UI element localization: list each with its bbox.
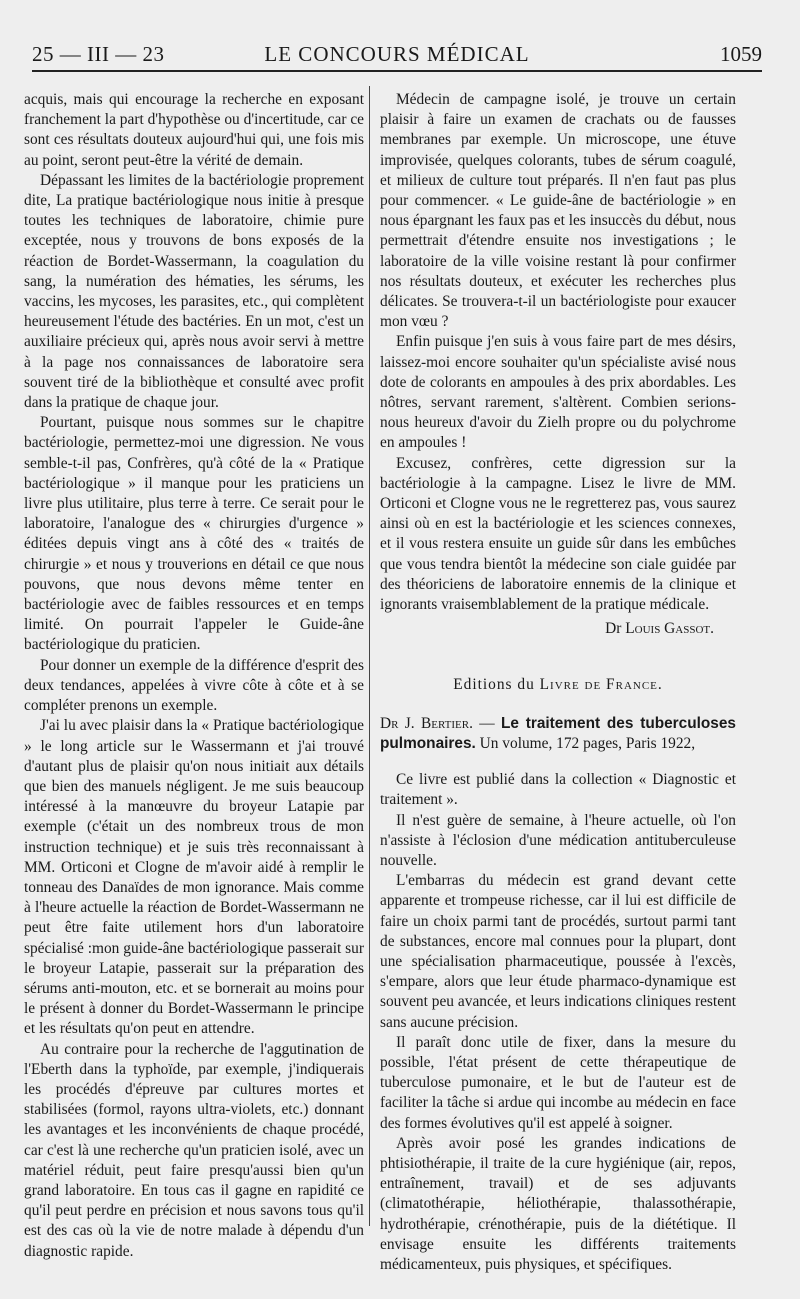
paragraph: L'embarras du médecin est grand devant cette apparente et trompeuse richesse, car il lui est difficile de faire un choix parmi tant de procédés, surtout parmi tant de substances, encore mal connues pour la plupart, dont une spécialisation pharmaceutique, poussée à l'excès, s'empare, alors que leur étude pharmaco-dynamique est souvent peu avancée, et leurs indications cliniques restent sans aucune précision. xyxy=(380,872,736,1031)
paragraph: Au contraire pour la recherche de l'aggutination de l'Eberth dans la typhoïde, par exemple, j'indiquerais les procédés d'épreuve par cultures mortes et stabilisées (formol, rayons ultra-violets, etc.) donnant les avantages et les inconvénients de chaque procédé, car c'est là une recherche qu'un praticien isolé, avec un matériel réduit, peut faire presqu'aussi bien qu'un grand laboratoire. En tous cas il gagne en rapidité ce qu'il peut perdre en précision et nous savons tous qu'il est des cas où la vie de notre malade à dépendu d'un diagnostic rapide. xyxy=(24,1040,364,1260)
editions-heading-prefix: Editions du xyxy=(453,676,540,694)
paragraph: Excusez, confrères, cette digression sur la bactériologie à la campagne. Lisez le livre de MM. Orticoni et Clogne vous ne le regretterez pas, vous saurez ainsi où en est la bactériologie et les sciences connexes, et il vous restera ensuite un guide sûr dans les embûches que vous tendra bientôt la médecine son ciale guidée par des théoriciens de laboratoire ennemis de la clinique et ignorants vraisemblablement de la pratique médicale. xyxy=(380,454,736,614)
right-column xyxy=(380,90,736,1275)
editions-heading-publisher: Livre de France. xyxy=(539,676,663,694)
paragraph: acquis, mais qui encourage la recherche en exposant franchement la part d'hypothèse ou d'incertitude, car ce sont ces résultats douteux aujourd'hui qui, une fois mis au point, seront peut-être la vérité de demain. xyxy=(24,91,364,169)
paragraph: Médecin de campagne isolé, je trouve un certain plaisir à faire un examen de crachats ou de fausses membranes par exemple. Un microscope, une étuve improvisée, quelques colorants, tubes de sérum coagulé, et milieux de culture tout préparés. Il n'en faut pas plus pour commencer. « Le guide-âne de bactériologie » en nous épargnant les faux pas et les insuccès du début, nous permettrait d'étendre ensuite nos investigations ; le laboratoire de la ville voisine restant là pour confirmer nos résultats douteux, et exécuter les recherches plus délicates. Se trouvera-t-il un bactériologiste pour exaucer mon vœu ? xyxy=(380,91,736,331)
paragraph: Pour donner un exemple de la différence d'esprit des deux tendances, appelées à vivre côte à côte et à se compléter prenons un exemple. xyxy=(24,656,364,715)
paragraph: Pourtant, puisque nous sommes sur le chapitre bactériologie, permettez-moi une digression. Ne vous semble-t-il pas, Confrères, qu'à côté de la « Pratique bactériologique » il manque pour les praticiens un livre plus utilitaire, plus terre à terre. Ce serait pour le laboratoire, l'analogue des « chirurgies d'urgence » éditées depuis vingt ans à côté des « traités de chirurgie » et nous y trouverions en détail ce que nous pouvons, que nous devons même tenter en bactériologie avec de faibles ressources et en temps limité. On pourrait l'appeler le Guide-âne bactériologique du praticien. xyxy=(24,414,364,654)
book-author: Dr J. Bertier. xyxy=(380,714,473,732)
book-dash: — xyxy=(472,714,501,732)
left-column xyxy=(24,90,364,1262)
book-reference xyxy=(380,714,736,754)
page-number: 1059 xyxy=(720,42,762,66)
issue-date: 25 — III — 23 xyxy=(32,42,165,66)
editions-heading xyxy=(380,675,736,695)
signature-name: Louis Gassot. xyxy=(625,620,714,638)
column-divider xyxy=(369,86,370,1226)
paragraph: Après avoir posé les grandes indications de phtisiothérapie, il traite de la cure hygiénique (air, repos, entraînement, travail) et de ses adjuvants (climatothérapie, héliothérapie, thalassothérapie, hydrothérapie, crénothérapie, puis de la diététique. Il envisage ensuite les différents traitements médicamenteux, puis physiques, et spécifiques. xyxy=(380,1134,736,1273)
signature xyxy=(380,619,714,639)
paragraph: Il n'est guère de semaine, à l'heure actuelle, où l'on n'assiste à l'éclosion d'une médication antituberculeuse nouvelle. xyxy=(380,811,736,869)
paragraph: Il paraît donc utile de fixer, dans la mesure du possible, l'état présent de cette thérapeutique de tuberculose pumonaire, et le but de l'auteur est de faciliter la tâche si ardue qui incombe au médecin en face des formes évolutives qu'il est appelé à soigner. xyxy=(380,1033,736,1132)
paragraph: J'ai lu avec plaisir dans la « Pratique bactériologique » le long article sur le Wassermann et j'ai trouvé d'autant plus de plaisir qu'on nous initiait aux détails que bien des manuels négligent. Je me suis beaucoup intéressé à la manœuvre du broyeur Latapie par exemple (c'était un des nombreux trous de mon instruction technique) et je suis très reconnaissant à MM. Orticoni et Clogne de m'avoir aidé à remplir le tonneau des Danaïdes de mon ignorance. Mais comme à l'heure actuelle la réaction de Bordet-Wassermann ne peut être faite utilement hors d'un laboratoire spécialisé :mon guide-âne bactériologique passerait sur le broyeur Latapie, passerait sur la préparation des sérums anti-mouton, etc. et se bornerait au moins pour le présent à donner du Bordet-Wassermann le principe et les résultats qu'on peut en attendre. xyxy=(24,717,364,1038)
page-header xyxy=(32,42,762,72)
book-title: Le traitement des tuberculoses pulmonaires. xyxy=(380,714,736,752)
paragraph: Ce livre est publié dans la collection « Diagnostic et traitement ». xyxy=(380,771,736,809)
journal-title: LE CONCOURS MÉDICAL xyxy=(264,42,530,66)
book-details: Un volume, 172 pages, Paris 1922, xyxy=(475,734,696,752)
signature-prefix: Dr xyxy=(605,620,626,638)
paragraph: Enfin puisque j'en suis à vous faire part de mes désirs, laissez-moi encore souhaiter qu'un spécialiste avisé nous dote de colorants en ampoules à des prix abordables. Les nôtres, servant rarement, s'altèrent. Combien serions-nous heureux d'avoir du Zielh propre ou du polychrome en ampoules ! xyxy=(380,333,736,452)
paragraph: Dépassant les limites de la bactériologie proprement dite, La pratique bactériologique nous initie à presque toutes les techniques de laboratoire, chimie pure exceptée, nous y trouvons de bons exposés de la réaction de Bordet-Wassermann, la coagulation du sang, la numération des hématies, les sérums, les vaccins, les mycoses, les parasites, etc., qui complètent heureusement l'étude des bactéries. En un mot, c'est un auxiliaire précieux qui, après nous avoir servi à mettre à la page nos connaissances de laboratoire sera souvent tiré de la bibliothèque et consulté avec profit dans la pratique de chaque jour. xyxy=(24,171,364,412)
